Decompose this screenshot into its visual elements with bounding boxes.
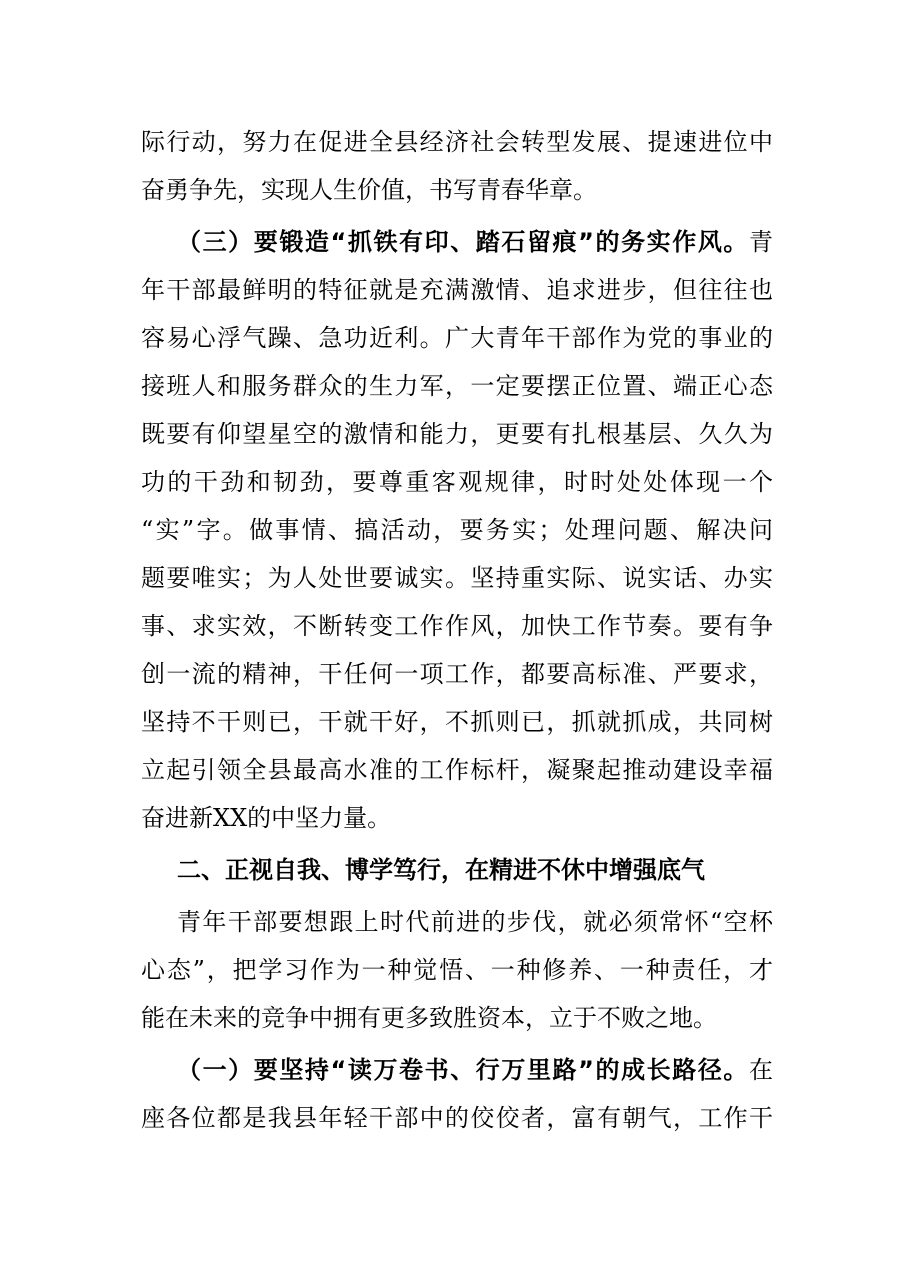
- text-line: 创一流的精神，干任何一项工作，都要高标准、严要求，: [141, 660, 773, 688]
- text-line: 心态”，把学习作为一种觉悟、一种修养、一种责任，才: [141, 956, 773, 984]
- text-fragment: 在: [749, 1056, 773, 1084]
- text-line: 年干部最鲜明的特征就是充满激情、追求进步，但往往也: [141, 276, 773, 304]
- text-line: 容易心浮气躁、急功近利。广大青年干部作为党的事业的: [141, 324, 773, 352]
- subheading-line: [141, 1046, 773, 1094]
- text-line: 接班人和服务群众的生力军，一定要摆正位置、端正心态: [141, 372, 773, 400]
- text-line: “实”字。做事情、搞活动，要务实；处理问题、解决问: [141, 516, 773, 544]
- subheading-3: （三）要锻造“抓铁有印、踏石留痕”的务实作风。: [177, 228, 749, 256]
- text-line: 功的干劲和韧劲，要尊重客观规律，时时处处体现一个: [141, 468, 773, 496]
- subheading-1: （一）要坚持“读万卷书、行万里路”的成长路径。: [177, 1056, 749, 1084]
- text-line: 事、求实效，不断转变工作作风，加快工作节奏。要有争: [141, 612, 773, 640]
- text-line: 奋勇争先，实现人生价值，书写青春华章。: [141, 176, 597, 204]
- text-line: 座各位都是我县年轻干部中的佼佼者，富有朝气，工作干: [141, 1104, 773, 1132]
- text-line: 题要唯实；为人处世要诚实。坚持重实际、说实话、办实: [141, 564, 773, 592]
- text-line: 能在未来的竞争中拥有更多致胜资本，立于不败之地。: [141, 1004, 717, 1032]
- section-heading: 二、正视自我、博学笃行，在精进不休中增强底气: [177, 856, 705, 884]
- text-fragment: 青: [749, 228, 773, 256]
- document-body: [141, 118, 773, 1142]
- text-line: 既要有仰望星空的激情和能力，更要有扎根基层、久久为: [141, 420, 773, 448]
- text-line: 青年干部要想跟上时代前进的步伐，就必须常怀“空杯: [177, 908, 773, 936]
- text-line: 立起引领全县最高水准的工作标杆，凝聚起推动建设幸福: [141, 756, 773, 784]
- text-line: 坚持不干则已，干就干好，不抓则已，抓就抓成，共同树: [141, 708, 773, 736]
- text-line: 奋进新XX的中坚力量。: [141, 804, 392, 832]
- text-line: 际行动，努力在促进全县经济社会转型发展、提速进位中: [141, 128, 773, 156]
- subheading-line: [141, 218, 773, 266]
